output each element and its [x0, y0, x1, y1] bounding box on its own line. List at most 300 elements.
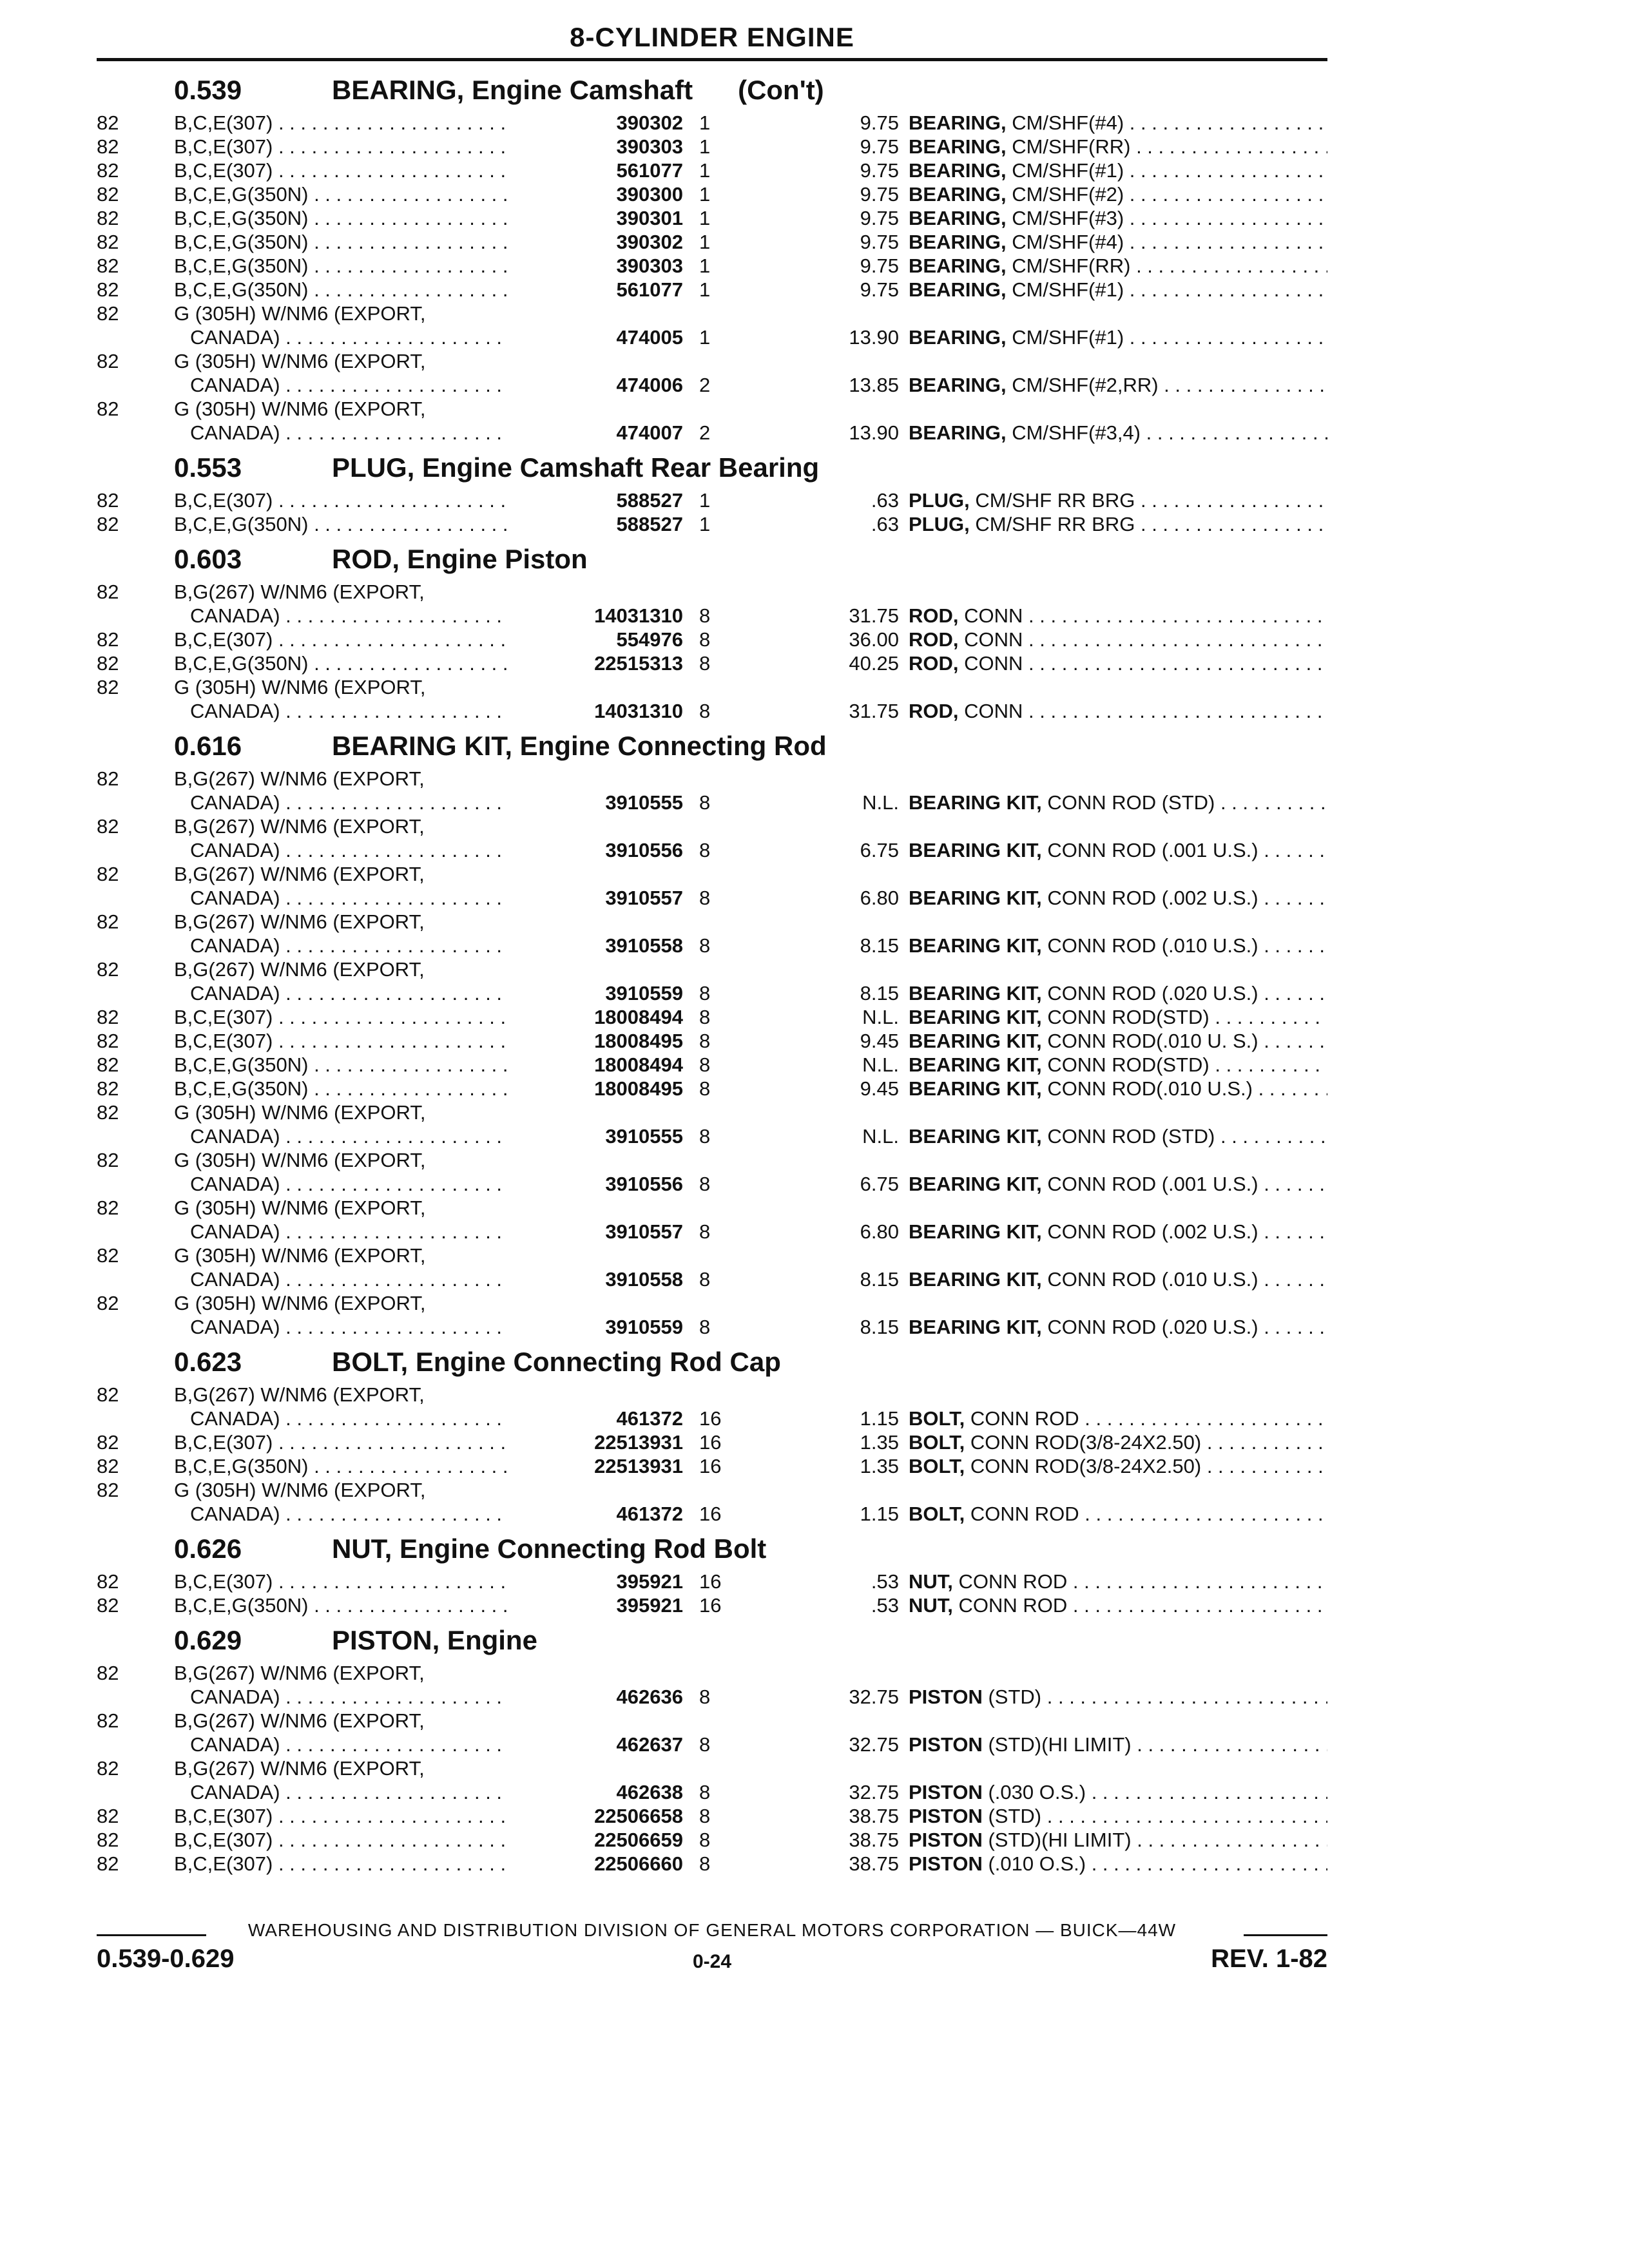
application-line2: B,C,E,G(350N) . . .: [174, 652, 509, 675]
part-number: 390302: [616, 111, 683, 134]
quantity: 1: [699, 513, 711, 535]
price: 38.75: [849, 1805, 899, 1827]
application-line1: B,G(267) W/NM6 (EXPORT,: [174, 958, 425, 981]
quantity: 8: [699, 1829, 711, 1851]
part-row: [97, 512, 1327, 536]
part-name: BEARING,: [909, 207, 1007, 229]
part-detail: CM/SHF(#2) . . .: [1012, 183, 1327, 206]
page-header: [97, 18, 1327, 61]
part-detail: CONN . . .: [964, 700, 1327, 722]
section-title: NUT, Engine Connecting Rod Bolt: [332, 1533, 767, 1564]
part-name: BEARING KIT,: [909, 1077, 1042, 1100]
application: [190, 604, 509, 628]
part-detail: CONN ROD (.020 U.S.) . . .: [1047, 982, 1327, 1004]
part-row: [97, 651, 1327, 675]
part-detail: CM/SHF(#4) . . .: [1012, 231, 1327, 253]
part-description: [909, 1733, 1327, 1756]
part-row: [97, 1244, 1327, 1291]
price: N.L.: [862, 1053, 899, 1076]
part-name: NUT,: [909, 1570, 953, 1593]
application-line2: B,C,E(307) . . .: [174, 1006, 509, 1028]
part-name: PISTON: [909, 1686, 983, 1708]
part-row: [97, 1430, 1327, 1454]
quantity: 16: [699, 1594, 722, 1617]
parts-sections: [97, 71, 1327, 1879]
price: 40.25: [849, 652, 899, 675]
part-detail: CONN ROD(3/8-24X2.50) . . .: [970, 1431, 1327, 1454]
catalog-section: [97, 1343, 1327, 1526]
price: 13.85: [849, 374, 899, 396]
part-detail: CM/SHF(RR) . . .: [1012, 255, 1327, 277]
application-line2: B,C,E(307) . . .: [174, 135, 509, 158]
part-detail: CONN ROD . . .: [970, 1407, 1327, 1430]
application-line2: B,C,E,G(350N) . . .: [174, 513, 509, 535]
part-description: [909, 1005, 1327, 1029]
application: [190, 1685, 509, 1709]
price: 8.15: [860, 1316, 899, 1338]
part-number: 3910556: [605, 839, 683, 861]
part-description: [909, 604, 1327, 628]
quantity: 8: [699, 1852, 711, 1875]
model-year: 82: [97, 1829, 119, 1851]
part-name: BEARING KIT,: [909, 1125, 1042, 1148]
footer-revision: REV. 1-82: [1211, 1945, 1327, 1973]
quantity: 1: [699, 231, 711, 253]
application-line1: G (305H) W/NM6 (EXPORT,: [174, 302, 426, 325]
part-number: 22515313: [594, 652, 683, 675]
part-name: BEARING,: [909, 135, 1007, 158]
price: 8.15: [860, 934, 899, 957]
application: [190, 1172, 509, 1196]
part-description: [909, 1053, 1327, 1077]
application-line2: CANADA) . . .: [190, 1781, 509, 1803]
part-name: BEARING KIT,: [909, 1316, 1042, 1338]
catalog-section: [97, 71, 1327, 445]
part-number: 3910558: [605, 1268, 683, 1291]
part-detail: CONN . . .: [964, 628, 1327, 651]
application-line2: B,C,E,G(350N) . . .: [174, 207, 509, 229]
part-description: [909, 488, 1327, 512]
price: N.L.: [862, 791, 899, 814]
part-row: [97, 159, 1327, 182]
model-year: 82: [97, 513, 119, 535]
part-name: PISTON: [909, 1829, 983, 1851]
part-description: [909, 1220, 1327, 1244]
part-row: [97, 1828, 1327, 1852]
quantity: 8: [699, 604, 711, 627]
model-year: 82: [97, 815, 119, 838]
price: 1.15: [860, 1503, 899, 1525]
part-number: 3910558: [605, 934, 683, 957]
part-description: [909, 512, 1327, 536]
catalog-section: [97, 1530, 1327, 1617]
part-name: BOLT,: [909, 1431, 965, 1454]
model-year: 82: [97, 1455, 119, 1477]
application: [190, 1124, 509, 1148]
section-title: PLUG, Engine Camshaft Rear Bearing: [332, 452, 820, 483]
part-number: 22513931: [594, 1455, 683, 1477]
model-year: 82: [97, 1383, 119, 1406]
model-year: 82: [97, 302, 119, 325]
part-number: 474005: [616, 326, 683, 349]
part-number: 3910559: [605, 1316, 683, 1338]
section-number: 0.629: [174, 1625, 242, 1655]
price: 9.45: [860, 1030, 899, 1052]
part-name: PISTON: [909, 1733, 983, 1756]
model-year: 82: [97, 278, 119, 301]
part-name: BEARING KIT,: [909, 887, 1042, 909]
model-year: 82: [97, 1709, 119, 1732]
application-line1: B,G(267) W/NM6 (EXPORT,: [174, 581, 425, 603]
quantity: 16: [699, 1570, 722, 1593]
model-year: 82: [97, 1757, 119, 1780]
part-row: [97, 1804, 1327, 1828]
part-name: PISTON: [909, 1805, 983, 1827]
part-detail: CONN ROD (.020 U.S.) . . .: [1047, 1316, 1327, 1338]
application-line2: CANADA) . . .: [190, 791, 509, 814]
price: 9.75: [860, 207, 899, 229]
model-year: 82: [97, 581, 119, 603]
application: [190, 1315, 509, 1339]
application: [190, 1733, 509, 1756]
part-number: 22513931: [594, 1431, 683, 1454]
application-line1: B,G(267) W/NM6 (EXPORT,: [174, 910, 425, 933]
part-number: 18008495: [594, 1077, 683, 1100]
application: [174, 1454, 509, 1478]
price: 36.00: [849, 628, 899, 651]
application: [190, 373, 509, 397]
section-title: BEARING, Engine Camshaft (Con't): [332, 75, 824, 105]
section-heading: [97, 1530, 1327, 1570]
part-description: [909, 325, 1327, 349]
quantity: 8: [699, 791, 711, 814]
part-row: [97, 1100, 1327, 1148]
part-row: [97, 1005, 1327, 1029]
application-line1: G (305H) W/NM6 (EXPORT,: [174, 1292, 426, 1314]
part-detail: CONN ROD (STD) . . .: [1047, 1125, 1327, 1148]
quantity: 8: [699, 1781, 711, 1803]
quantity: 16: [699, 1455, 722, 1477]
model-year: 82: [97, 1101, 119, 1124]
part-name: PISTON: [909, 1852, 983, 1875]
part-detail: CONN ROD . . .: [959, 1594, 1327, 1617]
section-number: 0.623: [174, 1347, 242, 1377]
part-row: [97, 1661, 1327, 1709]
part-row: [97, 1029, 1327, 1053]
part-description: [909, 1077, 1327, 1100]
section-heading: [97, 1621, 1327, 1661]
application: [190, 1780, 509, 1804]
quantity: 8: [699, 700, 711, 722]
part-description: [909, 1172, 1327, 1196]
application-line2: CANADA) . . .: [190, 839, 509, 861]
application-line1: B,G(267) W/NM6 (EXPORT,: [174, 1383, 425, 1406]
application-line2: CANADA) . . .: [190, 1686, 509, 1708]
part-row: [97, 957, 1327, 1005]
quantity: 16: [699, 1407, 722, 1430]
part-row: [97, 397, 1327, 445]
application: [174, 254, 509, 278]
price: N.L.: [862, 1125, 899, 1148]
application-line2: CANADA) . . .: [190, 1220, 509, 1243]
model-year: 82: [97, 183, 119, 206]
application-line2: CANADA) . . .: [190, 887, 509, 909]
part-name: PLUG,: [909, 513, 970, 535]
part-row: [97, 206, 1327, 230]
part-row: [97, 349, 1327, 397]
part-row: [97, 1852, 1327, 1876]
application-line2: B,C,E(307) . . .: [174, 1829, 509, 1851]
price: 9.75: [860, 278, 899, 301]
part-name: BEARING,: [909, 374, 1007, 396]
part-description: [909, 159, 1327, 182]
quantity: 16: [699, 1503, 722, 1525]
part-name: BOLT,: [909, 1407, 965, 1430]
model-year: 82: [97, 489, 119, 512]
application-line2: B,C,E(307) . . .: [174, 1431, 509, 1454]
part-description: [909, 838, 1327, 862]
part-name: BEARING KIT,: [909, 1053, 1042, 1076]
part-row: [97, 278, 1327, 302]
application: [174, 135, 509, 159]
part-description: [909, 278, 1327, 302]
price: 31.75: [849, 700, 899, 722]
part-detail: CONN . . .: [964, 652, 1327, 675]
application-line1: G (305H) W/NM6 (EXPORT,: [174, 1244, 426, 1267]
section-title: BOLT, Engine Connecting Rod Cap: [332, 1347, 781, 1377]
part-description: [909, 182, 1327, 206]
quantity: 8: [699, 1268, 711, 1291]
part-detail: CONN ROD (.002 U.S.) . . .: [1047, 887, 1327, 909]
quantity: 8: [699, 887, 711, 909]
application: [190, 1220, 509, 1244]
price: 32.75: [849, 1733, 899, 1756]
part-description: [909, 699, 1327, 723]
price: 9.75: [860, 231, 899, 253]
part-row: [97, 862, 1327, 910]
application: [190, 1502, 509, 1526]
part-description: [909, 254, 1327, 278]
model-year: 82: [97, 958, 119, 981]
part-row: [97, 1196, 1327, 1244]
application-line1: B,G(267) W/NM6 (EXPORT,: [174, 767, 425, 790]
part-row: [97, 1709, 1327, 1756]
application-line2: B,C,E,G(350N) . . .: [174, 278, 509, 301]
application: [174, 1852, 509, 1876]
part-detail: CONN ROD(.010 U. S.) . . .: [1047, 1030, 1327, 1052]
model-year: 82: [97, 1805, 119, 1827]
part-row: [97, 135, 1327, 159]
part-name: BEARING KIT,: [909, 1173, 1042, 1195]
quantity: 8: [699, 1686, 711, 1708]
part-name: ROD,: [909, 700, 959, 722]
part-number: 18008494: [594, 1006, 683, 1028]
price: 9.75: [860, 111, 899, 134]
part-detail: CONN ROD (STD) . . .: [1047, 791, 1327, 814]
part-detail: (.010 O.S.) . . .: [988, 1852, 1327, 1875]
section-heading: [97, 1343, 1327, 1383]
part-description: [909, 373, 1327, 397]
model-year: 82: [97, 910, 119, 933]
part-name: BEARING,: [909, 326, 1007, 349]
model-year: 82: [97, 1006, 119, 1028]
part-number: 390303: [616, 255, 683, 277]
part-number: 14031310: [594, 604, 683, 627]
part-name: PISTON: [909, 1781, 983, 1803]
model-year: 82: [97, 207, 119, 229]
quantity: 8: [699, 1030, 711, 1052]
price: 13.90: [849, 326, 899, 349]
model-year: 82: [97, 255, 119, 277]
part-description: [909, 651, 1327, 675]
part-row: [97, 302, 1327, 349]
part-number: 462637: [616, 1733, 683, 1756]
section-number: 0.553: [174, 452, 242, 483]
quantity: 8: [699, 1053, 711, 1076]
application: [174, 628, 509, 651]
part-number: 474007: [616, 421, 683, 444]
part-number: 18008494: [594, 1053, 683, 1076]
part-name: BEARING KIT,: [909, 1006, 1042, 1028]
quantity: 8: [699, 1805, 711, 1827]
part-row: [97, 254, 1327, 278]
part-row: [97, 1077, 1327, 1100]
part-row: [97, 1053, 1327, 1077]
quantity: 2: [699, 421, 711, 444]
section-heading: [97, 71, 1327, 111]
catalog-section: [97, 727, 1327, 1339]
section-number: 0.626: [174, 1533, 242, 1564]
part-description: [909, 1570, 1327, 1593]
model-year: 82: [97, 1570, 119, 1593]
application-line2: B,C,E(307) . . .: [174, 489, 509, 512]
part-description: [909, 206, 1327, 230]
part-detail: CONN ROD(STD) . . .: [1047, 1006, 1327, 1028]
section-title: PISTON, Engine: [332, 1625, 537, 1655]
model-year: 82: [97, 111, 119, 134]
part-description: [909, 421, 1327, 445]
part-description: [909, 1407, 1327, 1430]
application: [174, 111, 509, 135]
quantity: 1: [699, 135, 711, 158]
part-description: [909, 791, 1327, 814]
part-name: BOLT,: [909, 1455, 965, 1477]
quantity: 1: [699, 278, 711, 301]
application-line2: CANADA) . . .: [190, 374, 509, 396]
price: 32.75: [849, 1686, 899, 1708]
application: [174, 1053, 509, 1077]
application: [174, 182, 509, 206]
quantity: 8: [699, 628, 711, 651]
part-description: [909, 111, 1327, 135]
application: [190, 886, 509, 910]
model-year: 82: [97, 1479, 119, 1501]
application-line2: CANADA) . . .: [190, 1173, 509, 1195]
application-line2: CANADA) . . .: [190, 1503, 509, 1525]
part-number: 22506658: [594, 1805, 683, 1827]
application: [174, 488, 509, 512]
model-year: 82: [97, 159, 119, 182]
application: [190, 421, 509, 445]
part-row: [97, 580, 1327, 628]
part-description: [909, 981, 1327, 1005]
application-line2: B,C,E,G(350N) . . .: [174, 1594, 509, 1617]
part-name: BEARING,: [909, 111, 1007, 134]
part-row: [97, 111, 1327, 135]
part-number: 3910555: [605, 1125, 683, 1148]
price: 38.75: [849, 1829, 899, 1851]
part-description: [909, 1430, 1327, 1454]
part-detail: CONN ROD(.010 U.S.) . . .: [1047, 1077, 1327, 1100]
part-detail: CM/SHF(#2,RR) . . .: [1012, 374, 1327, 396]
part-description: [909, 135, 1327, 159]
application: [174, 651, 509, 675]
part-number: 461372: [616, 1503, 683, 1525]
model-year: 82: [97, 350, 119, 372]
quantity: 1: [699, 159, 711, 182]
part-description: [909, 886, 1327, 910]
application-line1: B,G(267) W/NM6 (EXPORT,: [174, 863, 425, 885]
application: [190, 791, 509, 814]
quantity: 1: [699, 489, 711, 512]
application: [190, 981, 509, 1005]
application-line2: B,C,E(307) . . .: [174, 628, 509, 651]
part-name: BEARING KIT,: [909, 934, 1042, 957]
part-number: 390302: [616, 231, 683, 253]
quantity: 2: [699, 374, 711, 396]
application-line2: CANADA) . . .: [190, 1268, 509, 1291]
model-year: 82: [97, 628, 119, 651]
part-detail: CONN ROD . . .: [959, 1570, 1327, 1593]
part-name: BEARING KIT,: [909, 1220, 1042, 1243]
part-number: 3910557: [605, 1220, 683, 1243]
price: 9.75: [860, 135, 899, 158]
part-number: 14031310: [594, 700, 683, 722]
application-line2: B,C,E(307) . . .: [174, 1805, 509, 1827]
application-line1: G (305H) W/NM6 (EXPORT,: [174, 1101, 426, 1124]
application: [174, 1029, 509, 1053]
application-line2: CANADA) . . .: [190, 934, 509, 957]
part-number: 462638: [616, 1781, 683, 1803]
application-line1: G (305H) W/NM6 (EXPORT,: [174, 1479, 426, 1501]
model-year: 82: [97, 135, 119, 158]
application-line1: B,G(267) W/NM6 (EXPORT,: [174, 1709, 425, 1732]
part-number: 554976: [616, 628, 683, 651]
quantity: 1: [699, 255, 711, 277]
part-description: [909, 1828, 1327, 1852]
part-detail: CM/SHF(#4) . . .: [1012, 111, 1327, 134]
application: [190, 1267, 509, 1291]
price: 32.75: [849, 1781, 899, 1803]
part-detail: CONN ROD (.001 U.S.) . . .: [1047, 1173, 1327, 1195]
part-detail: (.030 O.S.) . . .: [988, 1781, 1327, 1803]
part-row: [97, 230, 1327, 254]
part-row: [97, 814, 1327, 862]
application-line2: B,C,E(307) . . .: [174, 111, 509, 134]
model-year: 82: [97, 1030, 119, 1052]
application-line2: B,C,E(307) . . .: [174, 1852, 509, 1875]
catalog-section: [97, 540, 1327, 723]
part-number: 561077: [616, 278, 683, 301]
part-number: 22506659: [594, 1829, 683, 1851]
application-line1: G (305H) W/NM6 (EXPORT,: [174, 398, 426, 420]
part-number: 18008495: [594, 1030, 683, 1052]
part-name: BEARING KIT,: [909, 982, 1042, 1004]
part-name: BEARING KIT,: [909, 1268, 1042, 1291]
part-detail: CONN ROD (.010 U.S.) . . .: [1047, 934, 1327, 957]
catalog-section: [97, 1621, 1327, 1876]
application-line2: CANADA) . . .: [190, 326, 509, 349]
